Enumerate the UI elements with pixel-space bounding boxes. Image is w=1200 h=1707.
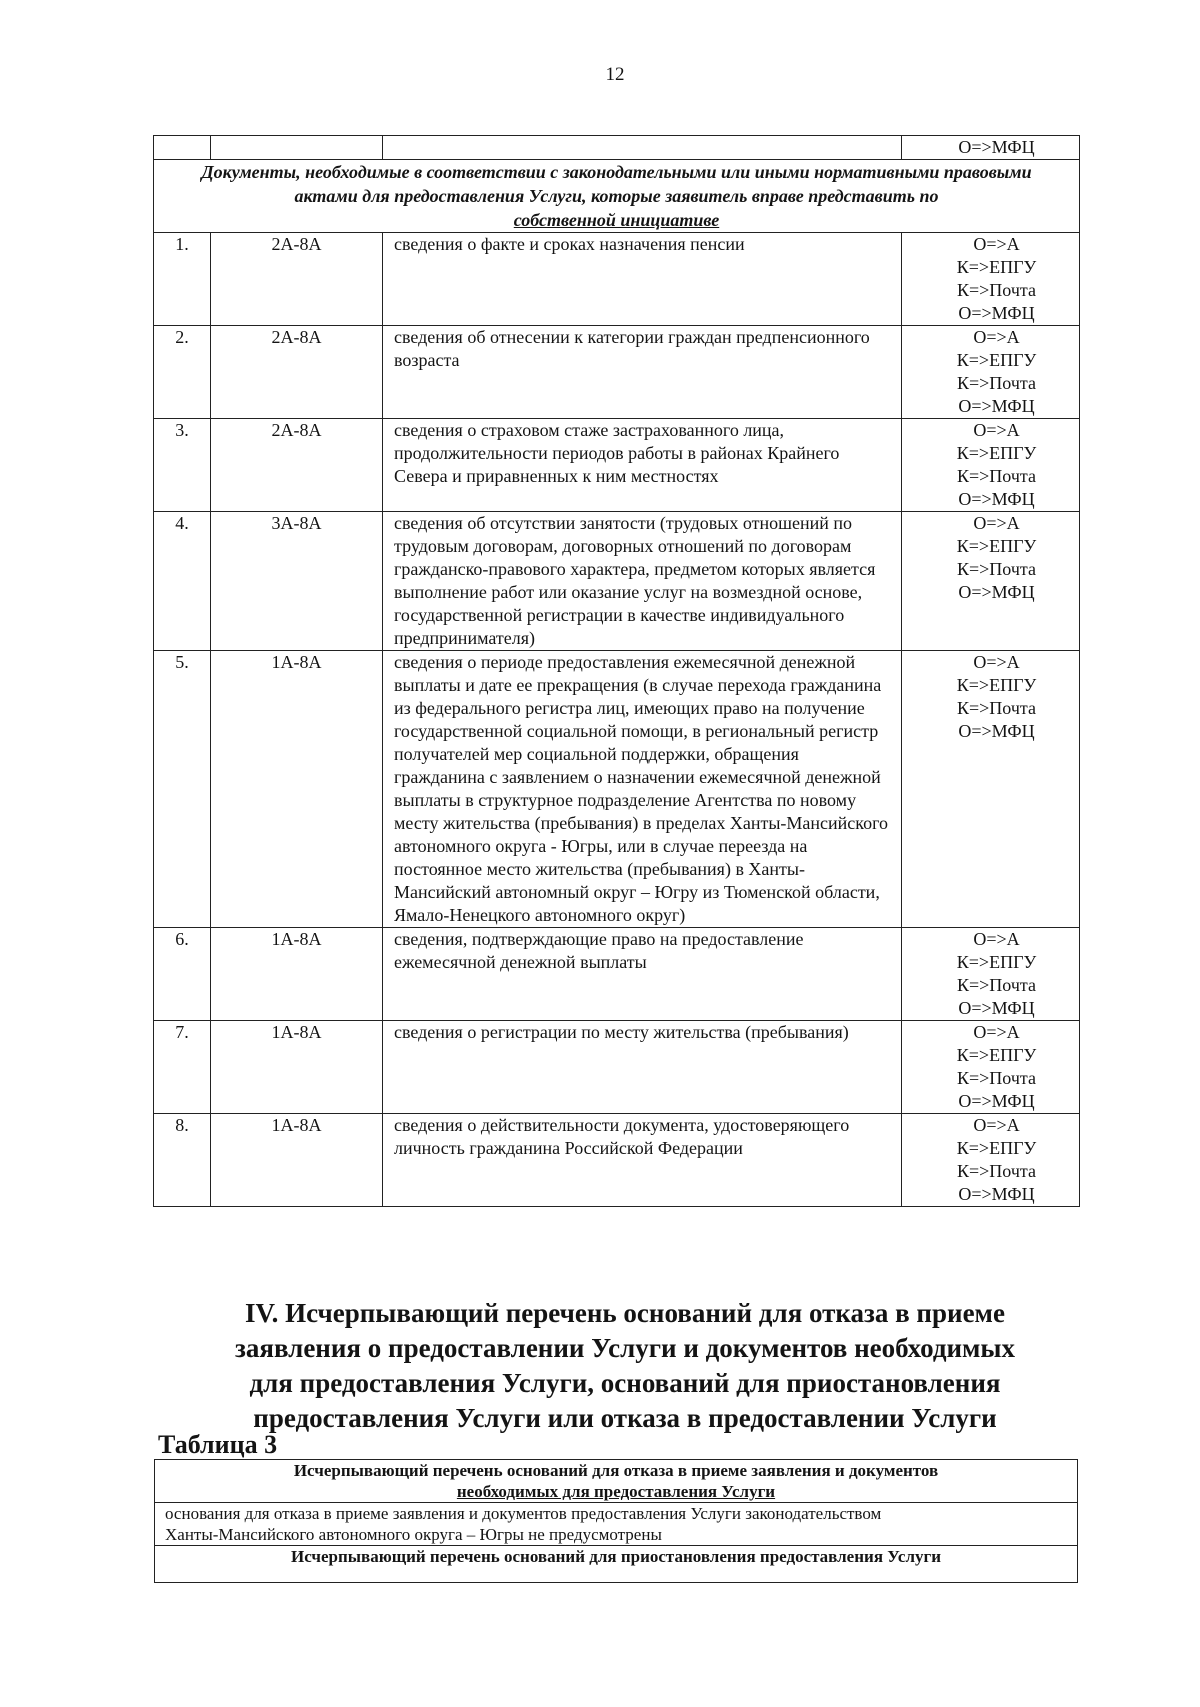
channel-item: К=>ЕПГУ bbox=[956, 1045, 1037, 1065]
row-number: 6. bbox=[154, 928, 211, 1021]
table-3-header-1 bbox=[155, 1460, 1078, 1503]
channel-mfc: О=>МФЦ bbox=[958, 137, 1035, 157]
row-number: 1. bbox=[154, 233, 211, 326]
row-description: сведения об отсутствии занятости (трудовых отношений по трудовым договорам, договорных отношений по договорам гражданско-правового характера, предметом которых является выполнение работ или оказание услуг на возмездной основе, государственной регистрации в качестве индивидуального предпринимателя) bbox=[383, 512, 902, 651]
channel-item: К=>Почта bbox=[957, 975, 1036, 995]
section-caption bbox=[154, 160, 1080, 233]
table-3-header-2-cell bbox=[155, 1546, 1078, 1583]
table-row bbox=[154, 233, 1080, 326]
table-3-header-1-line-1: Исчерпывающий перечень оснований для отказа в приеме заявления и документов bbox=[293, 1461, 939, 1480]
table-row bbox=[154, 512, 1080, 651]
channel-item: О=>А bbox=[973, 327, 1020, 347]
row-description: сведения о периоде предоставления ежемесячной денежной выплаты и дате ее прекращения (в случае перехода гражданина из федерального регистра лиц, имеющих право на получение государственной социальной помощи, в региональный регистр получателей мер социальной поддержки, обращения гражданина с заявлением о назначении ежемесячной денежной выплаты в структурное подразделение Агентства по новому месту жительства (пребывания) в пределах Ханты-Мансийского автономного округа - Югры, или в случае переезда на постоянное место жительства (пребывания) в Ханты-Мансийский автономный округ – Югру из Тюменской области, Ямало-Ненецкого автономного округ) bbox=[383, 651, 902, 928]
heading-line-4: предоставления Услуги или отказа в предоставлении Услуги bbox=[253, 1403, 997, 1433]
row-number: 7. bbox=[154, 1021, 211, 1114]
row-number: 3. bbox=[154, 419, 211, 512]
row-description: сведения о регистрации по месту жительства (пребывания) bbox=[383, 1021, 902, 1114]
table-3-row-1-line-1: основания для отказа в приеме заявления и документов предоставления Услуги законодательством bbox=[165, 1504, 882, 1523]
row-channels bbox=[902, 419, 1080, 512]
page-number: 12 bbox=[605, 64, 625, 85]
row-description: сведения, подтверждающие право на предоставление ежемесячной денежной выплаты bbox=[383, 928, 902, 1021]
row-description: сведения о страховом стаже застрахованного лица, продолжительности периодов работы в районах Крайнего Севера и приравненных к ним местностях bbox=[383, 419, 902, 512]
channel-item: К=>ЕПГУ bbox=[956, 1138, 1037, 1158]
table-3-header-2 bbox=[155, 1546, 1078, 1583]
channel-item: К=>Почта bbox=[957, 1068, 1036, 1088]
channel-item: К=>ЕПГУ bbox=[956, 952, 1037, 972]
channel-item: О=>А bbox=[973, 513, 1020, 533]
table-3-header-1-cell bbox=[155, 1460, 1078, 1503]
channel-item: О=>МФЦ bbox=[958, 1091, 1035, 1111]
channel-item: О=>А bbox=[973, 234, 1020, 254]
heading-line-2: заявления о предоставлении Услуги и документов необходимых bbox=[234, 1333, 1016, 1363]
table-row-continuation bbox=[154, 136, 1080, 160]
row-code: 1А-8А bbox=[211, 1021, 383, 1114]
table-3-row-1-line-2: Ханты-Мансийского автономного округа – Югры не предусмотрены bbox=[165, 1525, 662, 1544]
row-description: сведения о факте и сроках назначения пенсии bbox=[383, 233, 902, 326]
row-code: 2А-8А bbox=[211, 233, 383, 326]
row-channels bbox=[902, 1114, 1080, 1207]
channel-item: К=>Почта bbox=[957, 373, 1036, 393]
row-number: 5. bbox=[154, 651, 211, 928]
channel-item: О=>МФЦ bbox=[958, 303, 1035, 323]
heading-line-1: IV. Исчерпывающий перечень оснований для отказа в приеме bbox=[245, 1298, 1005, 1328]
channel-item: О=>МФЦ bbox=[958, 489, 1035, 509]
table-3-header-2-text: Исчерпывающий перечень оснований для приостановления предоставления Услуги bbox=[290, 1547, 942, 1566]
row-code: 1А-8А bbox=[211, 651, 383, 928]
section-caption-last: собственной инициативе bbox=[513, 210, 720, 230]
row-channels bbox=[902, 928, 1080, 1021]
channel-item: О=>МФЦ bbox=[958, 396, 1035, 416]
row-code: 1А-8А bbox=[211, 928, 383, 1021]
table-3-row-1-cell bbox=[155, 1503, 1078, 1546]
channel-item: К=>Почта bbox=[957, 1161, 1036, 1181]
table-3-caption: Таблица 3 bbox=[158, 1430, 278, 1459]
section-caption-row bbox=[154, 160, 1080, 233]
channel-cell bbox=[902, 136, 1080, 160]
channel-item: О=>А bbox=[973, 929, 1020, 949]
row-code: 3А-8А bbox=[211, 512, 383, 651]
documents-table bbox=[153, 135, 1080, 1207]
channel-item: К=>ЕПГУ bbox=[956, 443, 1037, 463]
channel-item: К=>ЕПГУ bbox=[956, 257, 1037, 277]
table-row bbox=[154, 419, 1080, 512]
channel-item: К=>Почта bbox=[957, 698, 1036, 718]
table-3 bbox=[154, 1459, 1078, 1583]
row-code: 2А-8А bbox=[211, 419, 383, 512]
row-channels bbox=[902, 512, 1080, 651]
table-3-header-1-line-2: необходимых для предоставления Услуги bbox=[456, 1482, 776, 1501]
row-number: 4. bbox=[154, 512, 211, 651]
table-row bbox=[154, 651, 1080, 928]
channel-item: К=>ЕПГУ bbox=[956, 675, 1037, 695]
section-heading bbox=[170, 1296, 1080, 1436]
channel-item: О=>МФЦ bbox=[958, 582, 1035, 602]
row-description: сведения об отнесении к категории граждан предпенсионного возраста bbox=[383, 326, 902, 419]
channel-item: О=>А bbox=[973, 1115, 1020, 1135]
channel-item: К=>Почта bbox=[957, 559, 1036, 579]
table-row bbox=[154, 928, 1080, 1021]
table-3-row-1 bbox=[155, 1503, 1078, 1546]
heading-line-3: для предоставления Услуги, оснований для приостановления bbox=[249, 1368, 1001, 1398]
channel-item: К=>ЕПГУ bbox=[956, 350, 1037, 370]
channel-item: К=>Почта bbox=[957, 280, 1036, 300]
channel-item: О=>А bbox=[973, 420, 1020, 440]
channel-item: О=>А bbox=[973, 652, 1020, 672]
row-channels bbox=[902, 651, 1080, 928]
row-channels bbox=[902, 1021, 1080, 1114]
row-code: 1А-8А bbox=[211, 1114, 383, 1207]
table-row bbox=[154, 1021, 1080, 1114]
table-row bbox=[154, 1114, 1080, 1207]
section-caption-text: Документы, необходимые в соответствии с законодательными или иными нормативными правовыми актами для предоставления Услуги, которые заявитель вправе представить по bbox=[201, 162, 1032, 206]
row-channels bbox=[902, 233, 1080, 326]
channel-item: О=>А bbox=[973, 1022, 1020, 1042]
table-row bbox=[154, 326, 1080, 419]
channel-item: К=>Почта bbox=[957, 466, 1036, 486]
row-number: 8. bbox=[154, 1114, 211, 1207]
row-number: 2. bbox=[154, 326, 211, 419]
channel-item: О=>МФЦ bbox=[958, 1184, 1035, 1204]
channel-item: О=>МФЦ bbox=[958, 998, 1035, 1018]
row-description: сведения о действительности документа, удостоверяющего личность гражданина Российской Федерации bbox=[383, 1114, 902, 1207]
row-channels bbox=[902, 326, 1080, 419]
channel-item: О=>МФЦ bbox=[958, 721, 1035, 741]
channel-item: К=>ЕПГУ bbox=[956, 536, 1037, 556]
row-code: 2А-8А bbox=[211, 326, 383, 419]
